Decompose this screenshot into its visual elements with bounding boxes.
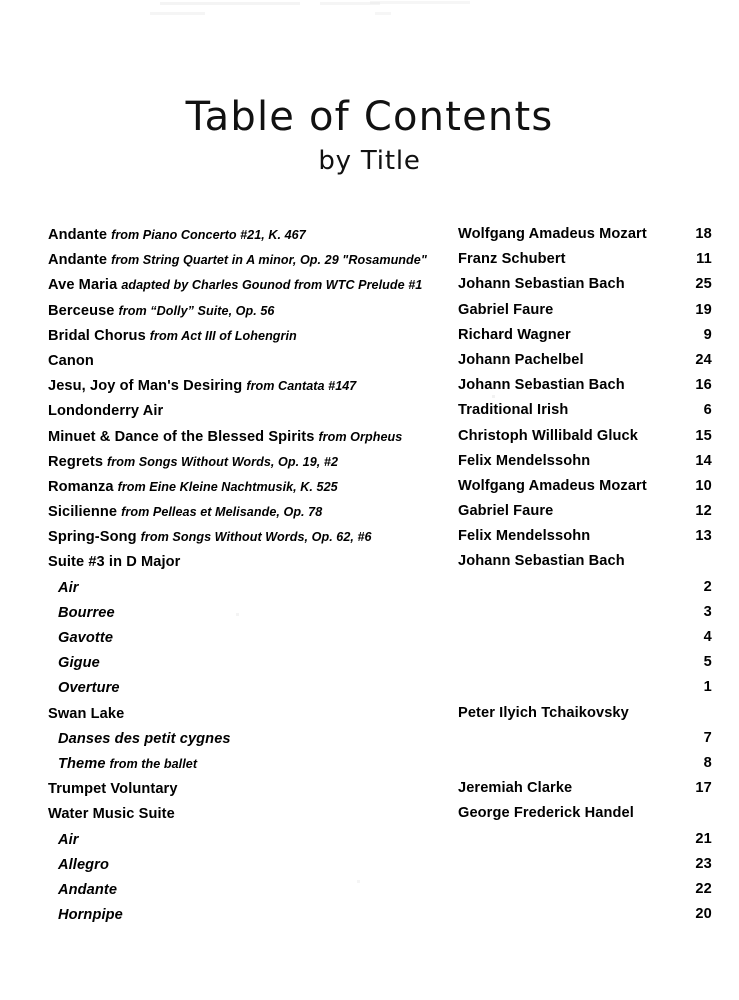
toc-title-subtitle: from String Quartet in A minor, Op. 29 "Rosamunde" xyxy=(111,253,427,268)
toc-entry-row[interactable] xyxy=(0,801,739,826)
toc-title-text: Sicilienne xyxy=(48,504,118,521)
toc-page-number: 16 xyxy=(695,377,712,394)
toc-page-number: 13 xyxy=(695,528,712,545)
scan-artifact xyxy=(375,12,391,15)
toc-title-subtitle: from “Dolly” Suite, Op. 56 xyxy=(118,303,275,318)
toc-work-title xyxy=(48,398,163,423)
toc-entry-row[interactable] xyxy=(0,373,739,398)
toc-entry-row[interactable] xyxy=(0,902,739,927)
toc-entry-row[interactable] xyxy=(0,877,739,902)
toc-work-title xyxy=(48,449,338,474)
toc-heading xyxy=(0,94,739,176)
toc-title-text: Canon xyxy=(48,352,94,369)
toc-title-text: Andante xyxy=(48,227,108,243)
toc-page-number: 11 xyxy=(696,251,712,268)
toc-title-text: Spring-Song xyxy=(48,529,137,546)
toc-composer: Johann Sebastian Bach xyxy=(458,377,625,394)
toc-movement-title xyxy=(58,726,231,751)
toc-page-number: 23 xyxy=(695,855,712,872)
toc-movement-title xyxy=(58,650,100,675)
toc-work-title xyxy=(48,247,427,272)
toc-page-number: 15 xyxy=(695,427,712,444)
toc-title-subtitle: from Eine Kleine Nachtmusik, K. 525 xyxy=(117,479,338,494)
toc-title-text: Minuet & Dance of the Blessed Spirits xyxy=(48,428,315,445)
toc-title-text: Danses des petit cygnes xyxy=(58,730,231,747)
toc-entry-row[interactable] xyxy=(0,247,739,272)
toc-entry-row[interactable] xyxy=(0,575,739,600)
toc-entry-row[interactable] xyxy=(0,600,739,625)
toc-title-subtitle: from Songs Without Words, Op. 19, #2 xyxy=(107,454,338,469)
toc-entry-row[interactable] xyxy=(0,650,739,675)
toc-title-text: Swan Lake xyxy=(48,705,125,722)
toc-entry-row[interactable] xyxy=(0,549,739,574)
toc-work-title xyxy=(48,298,274,323)
toc-entry-list xyxy=(0,222,739,927)
toc-work-title xyxy=(48,474,338,499)
toc-work-title xyxy=(48,424,402,449)
toc-work-title xyxy=(48,222,306,247)
toc-page-number xyxy=(612,801,712,826)
toc-work-title xyxy=(48,549,180,574)
toc-page-number: 7 xyxy=(703,729,712,746)
toc-page-number: 8 xyxy=(703,754,712,771)
toc-page-number: 2 xyxy=(703,578,712,595)
toc-movement-title xyxy=(58,675,120,700)
toc-page-number xyxy=(612,549,712,574)
toc-composer: Christoph Willibald Gluck xyxy=(458,427,638,444)
toc-title-text: Andante xyxy=(48,252,108,269)
toc-entry-row[interactable] xyxy=(0,348,739,373)
toc-page-number: 12 xyxy=(695,503,712,520)
toc-composer: Franz Schubert xyxy=(458,251,566,268)
toc-work-title xyxy=(48,499,322,524)
toc-title-text: Berceuse xyxy=(48,302,115,319)
toc-title-text: Gavotte xyxy=(58,630,114,646)
toc-title-text: Theme xyxy=(58,755,106,772)
toc-entry-row[interactable] xyxy=(0,675,739,700)
toc-title-subtitle: from Orpheus xyxy=(318,429,403,444)
toc-page-number: 9 xyxy=(703,326,712,343)
toc-title-text: Hornpipe xyxy=(58,907,123,924)
toc-page-number xyxy=(612,701,712,726)
toc-title-text: Allegro xyxy=(58,856,109,873)
toc-title-text: Londonderry Air xyxy=(48,403,164,420)
toc-title-text: Romanza xyxy=(48,478,114,495)
toc-work-title xyxy=(48,801,175,826)
toc-movement-title xyxy=(58,751,197,776)
toc-work-title xyxy=(48,348,94,373)
toc-entry-row[interactable] xyxy=(0,776,739,801)
toc-work-title xyxy=(48,701,124,726)
toc-entry-row[interactable] xyxy=(0,827,739,852)
toc-entry-row[interactable] xyxy=(0,298,739,323)
toc-entry-row[interactable] xyxy=(0,852,739,877)
toc-page-number: 22 xyxy=(695,880,712,897)
toc-work-title xyxy=(48,776,178,801)
toc-title-text: Ave Maria xyxy=(48,277,118,294)
toc-title-text: Regrets xyxy=(48,453,104,470)
toc-title-text: Overture xyxy=(58,680,120,697)
toc-page-number: 10 xyxy=(695,477,712,494)
toc-title-text: Suite #3 in D Major xyxy=(48,554,181,571)
toc-movement-title xyxy=(58,902,123,927)
toc-title-text: Gigue xyxy=(58,655,100,672)
toc-page-number: 5 xyxy=(703,654,712,671)
toc-composer: Wolfgang Amadeus Mozart xyxy=(458,477,647,494)
scan-artifact xyxy=(370,1,470,4)
toc-page-number: 3 xyxy=(703,603,712,620)
toc-title-subtitle: from Songs Without Words, Op. 62, #6 xyxy=(140,530,372,545)
page-subtitle: by Title xyxy=(318,146,421,176)
toc-work-title xyxy=(48,272,422,297)
toc-composer: Traditional Irish xyxy=(458,402,569,419)
toc-entry-row[interactable] xyxy=(0,524,739,549)
toc-entry-row[interactable] xyxy=(0,222,739,247)
toc-title-text: Bridal Chorus xyxy=(48,327,146,344)
toc-title-text: Trumpet Voluntary xyxy=(48,781,178,798)
toc-title-subtitle: from Pelleas et Melisande, Op. 78 xyxy=(121,505,323,520)
toc-page-number: 4 xyxy=(703,629,712,645)
toc-title-text: Water Music Suite xyxy=(48,806,175,823)
toc-entry-row[interactable] xyxy=(0,424,739,449)
toc-title-subtitle: adapted by Charles Gounod from WTC Prelude #1 xyxy=(121,278,423,293)
toc-composer: Jeremiah Clarke xyxy=(458,780,573,797)
toc-title-text: Bourree xyxy=(58,604,115,621)
toc-work-title xyxy=(48,323,297,348)
toc-composer: Johann Sebastian Bach xyxy=(458,553,625,570)
scan-artifact xyxy=(150,12,205,15)
toc-movement-title xyxy=(58,852,109,877)
toc-title-text: Air xyxy=(58,831,79,848)
toc-composer: Wolfgang Amadeus Mozart xyxy=(458,226,647,242)
toc-title-text: Jesu, Joy of Man's Desiring xyxy=(48,378,243,395)
toc-work-title xyxy=(48,524,372,549)
toc-movement-title xyxy=(58,625,113,650)
toc-page-number: 19 xyxy=(695,301,712,318)
toc-entry-row[interactable] xyxy=(0,625,739,650)
toc-title-subtitle: from the ballet xyxy=(109,756,198,771)
toc-page-number: 18 xyxy=(695,226,712,242)
toc-composer: Gabriel Faure xyxy=(458,503,554,520)
page-title: Table of Contents xyxy=(185,94,554,140)
toc-title-subtitle: from Cantata #147 xyxy=(246,379,357,394)
toc-entry-row[interactable] xyxy=(0,272,739,297)
scan-artifact xyxy=(160,2,300,5)
toc-entry-row[interactable] xyxy=(0,398,739,423)
toc-work-title xyxy=(48,373,356,398)
toc-movement-title xyxy=(58,827,79,852)
scan-artifact xyxy=(320,2,380,5)
toc-movement-title xyxy=(58,575,79,600)
toc-entry-row[interactable] xyxy=(0,499,739,524)
toc-page-number: 24 xyxy=(695,351,712,368)
toc-title-text: Air xyxy=(58,579,79,596)
toc-composer: George Frederick Handel xyxy=(458,805,634,822)
toc-title-subtitle: from Piano Concerto #21, K. 467 xyxy=(111,228,306,242)
toc-entry-row[interactable] xyxy=(0,323,739,348)
toc-composer: Peter Ilyich Tchaikovsky xyxy=(458,704,629,721)
toc-title-subtitle: from Act III of Lohengrin xyxy=(149,328,297,343)
toc-page-number: 21 xyxy=(695,830,712,847)
toc-entry-row[interactable] xyxy=(0,751,739,776)
toc-composer: Felix Mendelssohn xyxy=(458,528,591,545)
toc-entry-row[interactable] xyxy=(0,449,739,474)
toc-page-number: 20 xyxy=(695,906,712,923)
toc-page-number: 6 xyxy=(703,402,712,419)
toc-composer: Richard Wagner xyxy=(458,326,571,343)
toc-composer: Johann Sebastian Bach xyxy=(458,276,625,293)
toc-title-text: Andante xyxy=(58,881,118,898)
toc-page-number: 1 xyxy=(703,679,712,696)
toc-page-number: 14 xyxy=(695,452,712,469)
toc-entry-row[interactable] xyxy=(0,701,739,726)
toc-movement-title xyxy=(58,600,115,625)
toc-entry-row[interactable] xyxy=(0,726,739,751)
toc-composer: Gabriel Faure xyxy=(458,301,554,318)
toc-entry-row[interactable] xyxy=(0,474,739,499)
toc-composer: Felix Mendelssohn xyxy=(458,452,591,469)
toc-movement-title xyxy=(58,877,117,902)
toc-page-number: 25 xyxy=(695,276,712,293)
toc-composer: Johann Pachelbel xyxy=(458,351,584,368)
toc-page-number: 17 xyxy=(695,780,712,797)
